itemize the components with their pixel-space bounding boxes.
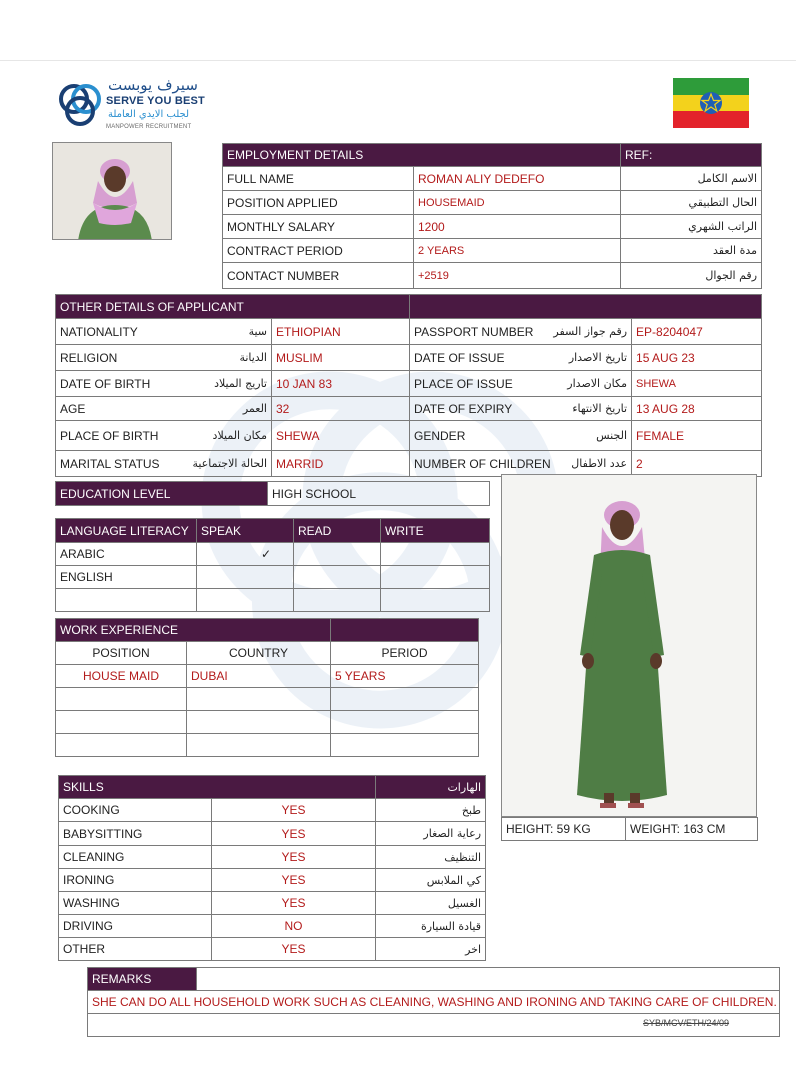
contract-period-value: 2 YEARS — [414, 239, 621, 263]
date-of-birth-label: DATE OF BIRTH — [60, 376, 151, 391]
language-literacy-header: LANGUAGE LITERACY — [56, 519, 197, 543]
position-applied-value: HOUSEMAID — [414, 191, 621, 215]
skills-table — [58, 775, 486, 961]
religion-label: RELIGION — [60, 350, 118, 365]
passport-number-label: PASSPORT NUMBER — [414, 324, 534, 339]
company-logo-icon — [55, 80, 105, 130]
reference-code: SYB/MCV/ETH/24/09 — [643, 1018, 730, 1028]
monthly-salary-value: 1200 — [414, 215, 621, 239]
write-header: WRITE — [381, 519, 490, 543]
age-value: 32 — [272, 397, 410, 421]
contract-period-arabic: مدة العقد — [621, 239, 762, 263]
table-row — [56, 665, 479, 688]
logo-arabic-subtitle: لجلب الايدي العاملة — [108, 109, 190, 120]
table-row — [59, 869, 486, 892]
passport-number-value: EP-8204047 — [632, 319, 762, 345]
date-of-issue-value: 15 AUG 23 — [632, 345, 762, 371]
date-of-expiry-arabic: تاريخ الانتهاء — [572, 402, 628, 415]
remarks-text: SHE CAN DO ALL HOUSEHOLD WORK SUCH AS CLEANING, WASHING AND IRONING AND TAKING CARE OF CHILDREN. — [88, 991, 780, 1014]
religion-arabic: الديانة — [239, 351, 267, 364]
date-of-birth-value: 10 JAN 83 — [272, 371, 410, 397]
skills-header: SKILLS — [59, 776, 376, 799]
date-of-expiry-value: 13 AUG 28 — [632, 397, 762, 421]
skill-name: DRIVING — [59, 915, 212, 938]
table-row — [56, 734, 479, 757]
place-of-birth-value: SHEWA — [272, 421, 410, 451]
other-details-table — [55, 294, 762, 477]
date-of-issue-arabic: تاريخ الاصدار — [568, 351, 628, 364]
applicant-photo-small — [52, 142, 172, 240]
height-value: HEIGHT: 59 KG — [502, 818, 626, 841]
work-period — [331, 711, 479, 734]
position-applied-arabic: الحال التطبيقي — [621, 191, 762, 215]
skill-arabic: طبخ — [376, 799, 486, 822]
arabic-speak-check: ✓ — [197, 543, 294, 566]
skill-name: IRONING — [59, 869, 212, 892]
other-details-header-blank — [410, 295, 762, 319]
work-country — [187, 711, 331, 734]
date-of-birth-arabic: تاريج الميلاد — [214, 377, 267, 390]
skill-name: BABYSITTING — [59, 822, 212, 846]
work-period — [331, 688, 479, 711]
english-speak — [197, 566, 294, 589]
skill-arabic: كي الملابس — [376, 869, 486, 892]
work-experience-header-blank — [331, 619, 479, 642]
education-level-value: HIGH SCHOOL — [268, 482, 490, 506]
date-of-issue-label: DATE OF ISSUE — [414, 350, 505, 365]
number-of-children-value: 2 — [632, 451, 762, 477]
ethiopia-flag-icon — [673, 78, 749, 128]
speak-header: SPEAK — [197, 519, 294, 543]
period-column-header: PERIOD — [331, 642, 479, 665]
position-applied-label: POSITION APPLIED — [223, 191, 414, 215]
table-row — [59, 846, 486, 869]
skill-arabic: اخر — [376, 938, 486, 961]
logo-english-name: SERVE YOU BEST — [106, 95, 205, 107]
arabic-read — [294, 543, 381, 566]
full-name-arabic: الاسم الكامل — [621, 167, 762, 191]
place-of-issue-value: SHEWA — [632, 371, 762, 397]
marital-status-arabic: الحالة الاجتماعية — [192, 457, 267, 470]
work-period — [331, 734, 479, 757]
table-row — [59, 915, 486, 938]
place-of-issue-arabic: مكان الاصدار — [567, 377, 628, 390]
passport-number-arabic: رقم جواز السفر — [553, 325, 628, 338]
language-name: ARABIC — [56, 543, 197, 566]
skill-arabic: رعاية الصغار — [376, 822, 486, 846]
applicant-photo-full — [501, 474, 757, 817]
skill-value: YES — [212, 799, 376, 822]
gender-value: FEMALE — [632, 421, 762, 451]
skill-value: YES — [212, 892, 376, 915]
work-country — [187, 688, 331, 711]
marital-status-value: MARRID — [272, 451, 410, 477]
employment-details-header: EMPLOYMENT DETAILS — [223, 144, 621, 167]
gender-arabic: الجنس — [596, 429, 628, 442]
date-of-expiry-label: DATE OF EXPIRY — [414, 401, 513, 416]
nationality-value: ETHIOPIAN — [272, 319, 410, 345]
blank-write — [381, 589, 490, 612]
place-of-issue-label: PLACE OF ISSUE — [414, 376, 513, 391]
contact-number-value: +2519 — [414, 263, 621, 289]
skill-name: WASHING — [59, 892, 212, 915]
english-write — [381, 566, 490, 589]
table-row — [56, 711, 479, 734]
skill-name: COOKING — [59, 799, 212, 822]
language-name: ENGLISH — [56, 566, 197, 589]
arabic-write — [381, 543, 490, 566]
skill-value: YES — [212, 869, 376, 892]
number-of-children-label: NUMBER OF CHILDREN — [414, 456, 551, 471]
work-position — [56, 734, 187, 757]
work-country — [187, 734, 331, 757]
ref-label: REF: — [621, 144, 762, 167]
contact-number-label: CONTACT NUMBER — [223, 263, 414, 289]
contract-period-label: CONTRACT PERIOD — [223, 239, 414, 263]
nationality-label: NATIONALITY — [60, 324, 138, 339]
weight-value: WEIGHT: 163 CM — [626, 818, 758, 841]
skill-value: YES — [212, 822, 376, 846]
work-position — [56, 688, 187, 711]
number-of-children-arabic: عدد الاطفال — [571, 457, 628, 470]
religion-value: MUSLIM — [272, 345, 410, 371]
education-table — [55, 481, 490, 506]
logo-arabic-name: سيرف يوبست — [108, 76, 198, 94]
work-experience-header: WORK EXPERIENCE — [56, 619, 331, 642]
nationality-arabic: سية — [248, 325, 267, 338]
skill-value: YES — [212, 938, 376, 961]
marital-status-label: MARITAL STATUS — [60, 456, 160, 471]
age-arabic: العمر — [242, 402, 267, 415]
work-experience-table — [55, 618, 479, 757]
english-read — [294, 566, 381, 589]
language-literacy-table — [55, 518, 490, 612]
skills-header-arabic: الهارات — [376, 776, 486, 799]
place-of-birth-arabic: مكان الميلاد — [212, 429, 267, 442]
blank-speak — [197, 589, 294, 612]
monthly-salary-arabic: الراتب الشهري — [621, 215, 762, 239]
skill-value: NO — [212, 915, 376, 938]
employment-details-table — [222, 143, 762, 289]
country-column-header: COUNTRY — [187, 642, 331, 665]
skill-name: OTHER — [59, 938, 212, 961]
gender-label: GENDER — [414, 428, 466, 443]
table-row — [59, 822, 486, 846]
skill-arabic: التنظيف — [376, 846, 486, 869]
work-position — [56, 711, 187, 734]
remarks-label: REMARKS — [88, 968, 197, 991]
contact-number-arabic: رقم الجوال — [621, 263, 762, 289]
blank-read — [294, 589, 381, 612]
table-row — [59, 799, 486, 822]
language-name — [56, 589, 197, 612]
remarks-header-blank — [197, 968, 780, 991]
table-row — [59, 938, 486, 961]
education-level-label: EDUCATION LEVEL — [56, 482, 268, 506]
monthly-salary-label: MONTHLY SALARY — [223, 215, 414, 239]
skill-name: CLEANING — [59, 846, 212, 869]
work-country: DUBAI — [187, 665, 331, 688]
place-of-birth-label: PLACE OF BIRTH — [60, 428, 159, 443]
logo-english-subtitle: MANPOWER RECRUITMENT — [106, 124, 192, 130]
read-header: READ — [294, 519, 381, 543]
age-label: AGE — [60, 401, 86, 416]
work-position: HOUSE MAID — [56, 665, 187, 688]
skill-value: YES — [212, 846, 376, 869]
full-name-value: ROMAN ALIY DEDEFO — [414, 167, 621, 191]
skill-arabic: قيادة السيارة — [376, 915, 486, 938]
full-name-label: FULL NAME — [223, 167, 414, 191]
measurements-table — [501, 817, 758, 841]
table-row — [59, 892, 486, 915]
position-column-header: POSITION — [56, 642, 187, 665]
other-details-header: OTHER DETAILS OF APPLICANT — [56, 295, 410, 319]
skill-arabic: الغسيل — [376, 892, 486, 915]
table-row — [56, 688, 479, 711]
work-period: 5 YEARS — [331, 665, 479, 688]
